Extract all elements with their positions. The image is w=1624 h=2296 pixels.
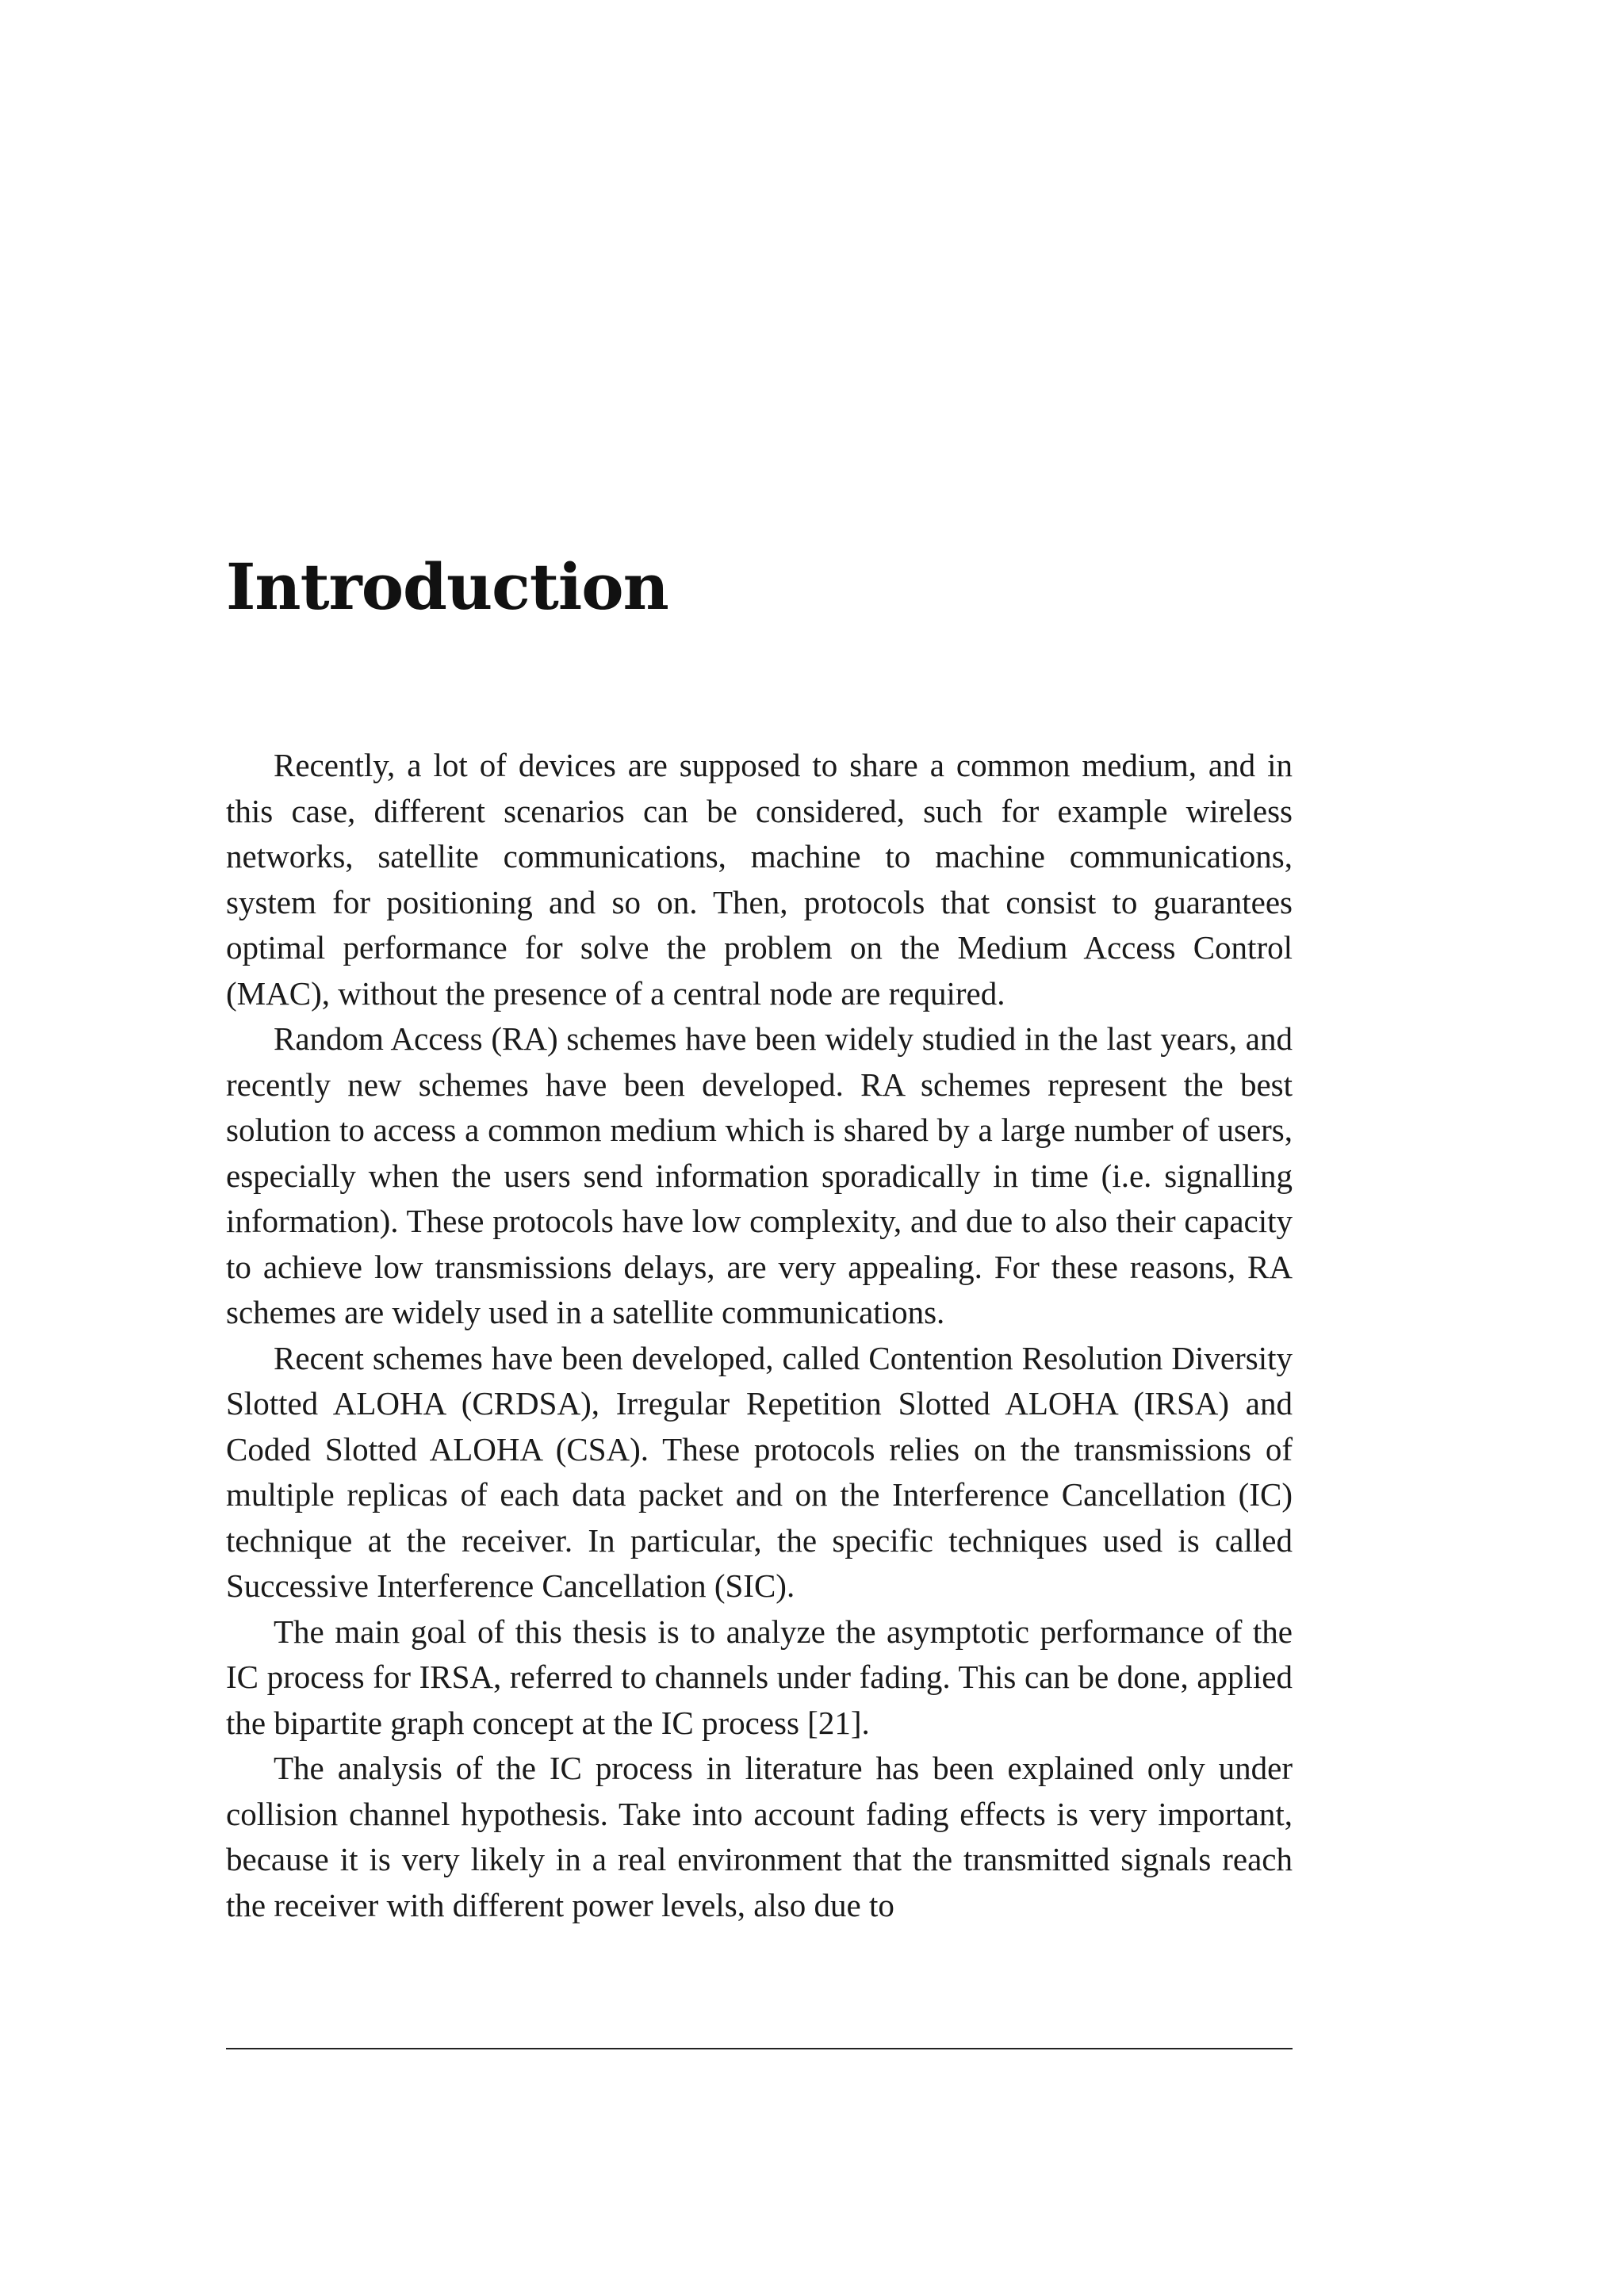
footer-rule: [226, 2048, 1293, 2049]
paragraph: The main goal of this thesis is to analyze the asymptotic performance of the IC process for IRSA, referred to channels under fading. This can be done, applied the bipartite graph concept at the IC process [21].: [226, 1613, 1293, 1741]
chapter-body: [226, 743, 1293, 1928]
paragraph: Random Access (RA) schemes have been widely studied in the last years, and recently new schemes have been developed. RA schemes represent the best solution to access a common medium which is shared by a large number of users, especially when the users send information sporadically in time (i.e. signalling information). These protocols have low complexity, and due to also their capacity to achieve low transmissions delays, are very appealing. For these reasons, RA schemes are widely used in a satellite communications.: [226, 1020, 1293, 1330]
paragraph: Recent schemes have been developed, called Contention Resolution Diversity Slotted ALOHA (CRDSA), Irregular Repetition Slotted ALOHA (IRSA) and Coded Slotted ALOHA (CSA). These protocols relies on the transmissions of multiple replicas of each data packet and on the Interference Cancellation (IC) technique at the receiver. In particular, the specific techniques used is called Successive Interference Cancellation (SIC).: [226, 1339, 1293, 1604]
chapter-title: Introduction: [226, 549, 668, 624]
paragraph: Recently, a lot of devices are supposed to share a common medium, and in this case, different scenarios can be considered, such for example wireless networks, satellite communications, machine to machine communications, system for positioning and so on. Then, protocols that consist to guarantees optimal performance for solve the problem on the Medium Access Control (MAC), without the presence of a central node are required.: [226, 747, 1293, 1012]
paragraph: The analysis of the IC process in literature has been explained only under collision channel hypothesis. Take into account fading effects is very important, because it is very likely in a real environment that the transmitted signals reach the receiver with different power levels, also due to: [226, 1750, 1293, 1923]
